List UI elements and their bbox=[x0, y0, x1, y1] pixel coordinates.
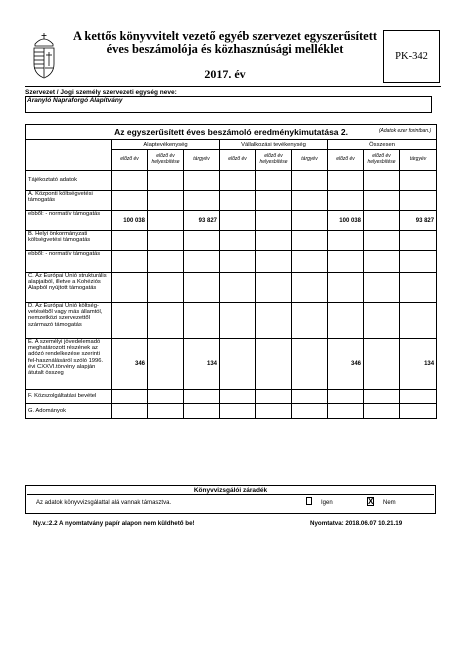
row-label: ebből: - normatív támogatás bbox=[26, 251, 112, 273]
value-cell[interactable] bbox=[220, 191, 256, 211]
value-cell[interactable] bbox=[256, 191, 292, 211]
value-cell[interactable] bbox=[184, 404, 220, 419]
subcol-current-year: tárgyév bbox=[400, 150, 437, 171]
table-title-cell bbox=[26, 125, 437, 140]
value-cell[interactable] bbox=[220, 231, 256, 251]
value-cell[interactable] bbox=[148, 404, 184, 419]
value-cell[interactable] bbox=[364, 404, 400, 419]
value-cell[interactable] bbox=[400, 191, 437, 211]
value-cell[interactable] bbox=[112, 390, 148, 404]
value-cell[interactable] bbox=[148, 303, 184, 339]
table-title: Az egyszerűsített éves beszámoló eredménykimutatása 2. bbox=[114, 127, 348, 137]
value-cell[interactable] bbox=[328, 251, 364, 273]
value-cell[interactable] bbox=[256, 339, 292, 390]
table-row bbox=[26, 171, 437, 191]
subcol-prev-year: előző év bbox=[112, 150, 148, 171]
row-label: D. Az Európai Unió költség-vetéséből vagy más államtól, nemzetközi szervezettől származó támogatás bbox=[26, 303, 112, 339]
report-year: 2017. év bbox=[204, 67, 246, 81]
income-statement-table bbox=[25, 124, 437, 419]
value-cell[interactable] bbox=[328, 171, 364, 191]
value-cell[interactable] bbox=[400, 251, 437, 273]
unit-note: (Adatok ezer forintban.) bbox=[378, 128, 432, 134]
value-cell[interactable] bbox=[292, 273, 328, 303]
value-cell[interactable] bbox=[148, 251, 184, 273]
subcol-current-year: tárgyév bbox=[292, 150, 328, 171]
organization-label: Szervezet / Jogi személy szervezeti egység neve: bbox=[25, 89, 177, 96]
value-cell[interactable] bbox=[400, 231, 437, 251]
value-cell[interactable] bbox=[292, 211, 328, 231]
table-row bbox=[26, 251, 437, 273]
value-cell[interactable] bbox=[328, 273, 364, 303]
value-cell[interactable] bbox=[220, 404, 256, 419]
audit-divider bbox=[27, 494, 434, 495]
value-cell[interactable] bbox=[256, 231, 292, 251]
value-cell[interactable] bbox=[184, 390, 220, 404]
value-cell[interactable] bbox=[184, 273, 220, 303]
row-label: C. Az Európai Unió strukturális alapjaiból, illetve a Kohéziós Alapból nyújtott támogatás bbox=[26, 273, 112, 303]
value-cell[interactable] bbox=[220, 339, 256, 390]
value-cell[interactable] bbox=[292, 231, 328, 251]
value-cell[interactable] bbox=[292, 171, 328, 191]
value-cell[interactable] bbox=[328, 404, 364, 419]
value-cell[interactable] bbox=[400, 404, 437, 419]
value-cell[interactable] bbox=[184, 231, 220, 251]
value-cell[interactable] bbox=[400, 171, 437, 191]
row-label: ebből: - normatív támogatás bbox=[26, 211, 112, 231]
value-cell[interactable] bbox=[364, 251, 400, 273]
income-statement-table-wrapper bbox=[25, 124, 437, 419]
value-cell[interactable]: 100 038 bbox=[112, 211, 148, 231]
value-cell[interactable] bbox=[328, 390, 364, 404]
value-cell[interactable]: 93 827 bbox=[184, 211, 220, 231]
value-cell[interactable]: 346 bbox=[112, 339, 148, 390]
value-cell[interactable] bbox=[184, 171, 220, 191]
audit-question: Az adatok könyvvizsgálattal alá vannak támasztva. bbox=[36, 500, 172, 506]
value-cell[interactable] bbox=[364, 273, 400, 303]
value-cell[interactable] bbox=[220, 303, 256, 339]
value-cell[interactable] bbox=[220, 390, 256, 404]
subcol-prev-year: előző év bbox=[220, 150, 256, 171]
value-cell[interactable] bbox=[364, 231, 400, 251]
value-cell[interactable] bbox=[400, 303, 437, 339]
value-cell[interactable] bbox=[256, 404, 292, 419]
group-header-business: Vállalkozási tevékenység bbox=[220, 140, 328, 150]
value-cell[interactable] bbox=[328, 191, 364, 211]
table-row bbox=[26, 231, 437, 251]
subcol-prev-year: előző év bbox=[328, 150, 364, 171]
audit-clause-title: Könyvvizsgálói záradék bbox=[193, 487, 268, 494]
value-cell[interactable] bbox=[184, 191, 220, 211]
audit-yes-checkbox[interactable] bbox=[306, 497, 312, 505]
group-header-core: Alaptevékenység bbox=[112, 140, 220, 150]
table-row bbox=[26, 303, 437, 339]
row-label: F. Közszolgáltatási bevétel bbox=[26, 390, 112, 404]
header-divider bbox=[25, 86, 441, 87]
row-label: Tájékoztató adatok bbox=[26, 171, 112, 191]
value-cell[interactable] bbox=[148, 211, 184, 231]
table-row bbox=[26, 273, 437, 303]
value-cell[interactable] bbox=[256, 390, 292, 404]
row-label: E. A személyi jövedelemadó meghatározott részének az adózó rendelkezése szerinti fel-használásáról szóló 1996. évi CXXVI.törvény alapján átutalt összeg bbox=[26, 339, 112, 390]
value-cell[interactable] bbox=[112, 404, 148, 419]
value-cell[interactable] bbox=[148, 171, 184, 191]
subcol-prev-year-correction: előző év helyesbítése bbox=[148, 150, 184, 171]
value-cell[interactable] bbox=[220, 211, 256, 231]
row-label: B. Helyi önkormányzati költségvetési támogatás bbox=[26, 231, 112, 251]
print-timestamp: Nyomtatva: 2018.06.07 10.21.19 bbox=[310, 520, 403, 527]
value-cell[interactable] bbox=[256, 273, 292, 303]
value-cell[interactable] bbox=[148, 339, 184, 390]
value-cell[interactable] bbox=[292, 390, 328, 404]
value-cell[interactable] bbox=[148, 191, 184, 211]
value-cell[interactable] bbox=[112, 231, 148, 251]
value-cell[interactable]: 134 bbox=[400, 339, 437, 390]
form-title-line1: A kettős könyvvitelt vezető egyéb szervezet egyszerűsített bbox=[72, 29, 378, 43]
value-cell[interactable] bbox=[364, 211, 400, 231]
hungarian-coat-of-arms-icon bbox=[29, 30, 59, 80]
value-cell[interactable] bbox=[256, 303, 292, 339]
value-cell[interactable] bbox=[328, 231, 364, 251]
value-cell[interactable] bbox=[220, 251, 256, 273]
value-cell[interactable] bbox=[148, 273, 184, 303]
organization-name: Aranyló Napraforgó Alapítvány bbox=[27, 97, 123, 104]
audit-yes-label: Igen bbox=[321, 500, 333, 506]
value-cell[interactable] bbox=[364, 390, 400, 404]
value-cell[interactable] bbox=[400, 273, 437, 303]
subcol-current-year: tárgyév bbox=[184, 150, 220, 171]
value-cell[interactable] bbox=[256, 171, 292, 191]
row-label: G. Adományok bbox=[26, 404, 112, 419]
value-cell[interactable] bbox=[256, 211, 292, 231]
value-cell[interactable] bbox=[148, 231, 184, 251]
table-row bbox=[26, 211, 437, 231]
table-row bbox=[26, 339, 437, 390]
value-cell[interactable] bbox=[364, 303, 400, 339]
audit-no-checkbox[interactable]: X bbox=[368, 497, 374, 506]
form-version-note: Ny.v.:2.2 A nyomtatvány papír alapon nem küldhető be! bbox=[33, 520, 195, 527]
value-cell[interactable] bbox=[148, 390, 184, 404]
value-cell[interactable] bbox=[112, 303, 148, 339]
value-cell[interactable]: 100 038 bbox=[328, 211, 364, 231]
value-cell[interactable] bbox=[256, 251, 292, 273]
value-cell[interactable]: 93 827 bbox=[400, 211, 437, 231]
value-cell[interactable] bbox=[112, 273, 148, 303]
value-cell[interactable] bbox=[112, 171, 148, 191]
value-cell[interactable] bbox=[220, 273, 256, 303]
value-cell[interactable] bbox=[184, 251, 220, 273]
value-cell[interactable] bbox=[292, 251, 328, 273]
value-cell[interactable]: 134 bbox=[184, 339, 220, 390]
audit-no-label: Nem bbox=[383, 500, 396, 506]
group-header-total: Összesen bbox=[328, 140, 437, 150]
value-cell[interactable] bbox=[292, 339, 328, 390]
value-cell[interactable]: 346 bbox=[328, 339, 364, 390]
form-code: PK-342 bbox=[395, 51, 428, 62]
form-code-box bbox=[383, 30, 440, 83]
value-cell[interactable] bbox=[292, 404, 328, 419]
form-title-line2: éves beszámolója és közhasznúsági melléklet bbox=[106, 42, 344, 56]
table-row bbox=[26, 191, 437, 211]
subcol-prev-year-correction: előző év helyesbítése bbox=[364, 150, 400, 171]
table-row bbox=[26, 390, 437, 404]
value-cell[interactable] bbox=[364, 191, 400, 211]
subcol-prev-year-correction: előző év helyesbítése bbox=[256, 150, 292, 171]
value-cell[interactable] bbox=[328, 303, 364, 339]
value-cell[interactable] bbox=[400, 390, 437, 404]
value-cell[interactable] bbox=[292, 191, 328, 211]
value-cell[interactable] bbox=[184, 303, 220, 339]
table-row bbox=[26, 404, 437, 419]
value-cell[interactable] bbox=[112, 191, 148, 211]
label-header-cell bbox=[26, 140, 112, 171]
value-cell[interactable] bbox=[112, 251, 148, 273]
value-cell[interactable] bbox=[364, 339, 400, 390]
value-cell[interactable] bbox=[292, 303, 328, 339]
value-cell[interactable] bbox=[220, 171, 256, 191]
value-cell[interactable] bbox=[364, 171, 400, 191]
row-label: A. Központi költségvetési támogatás bbox=[26, 191, 112, 211]
